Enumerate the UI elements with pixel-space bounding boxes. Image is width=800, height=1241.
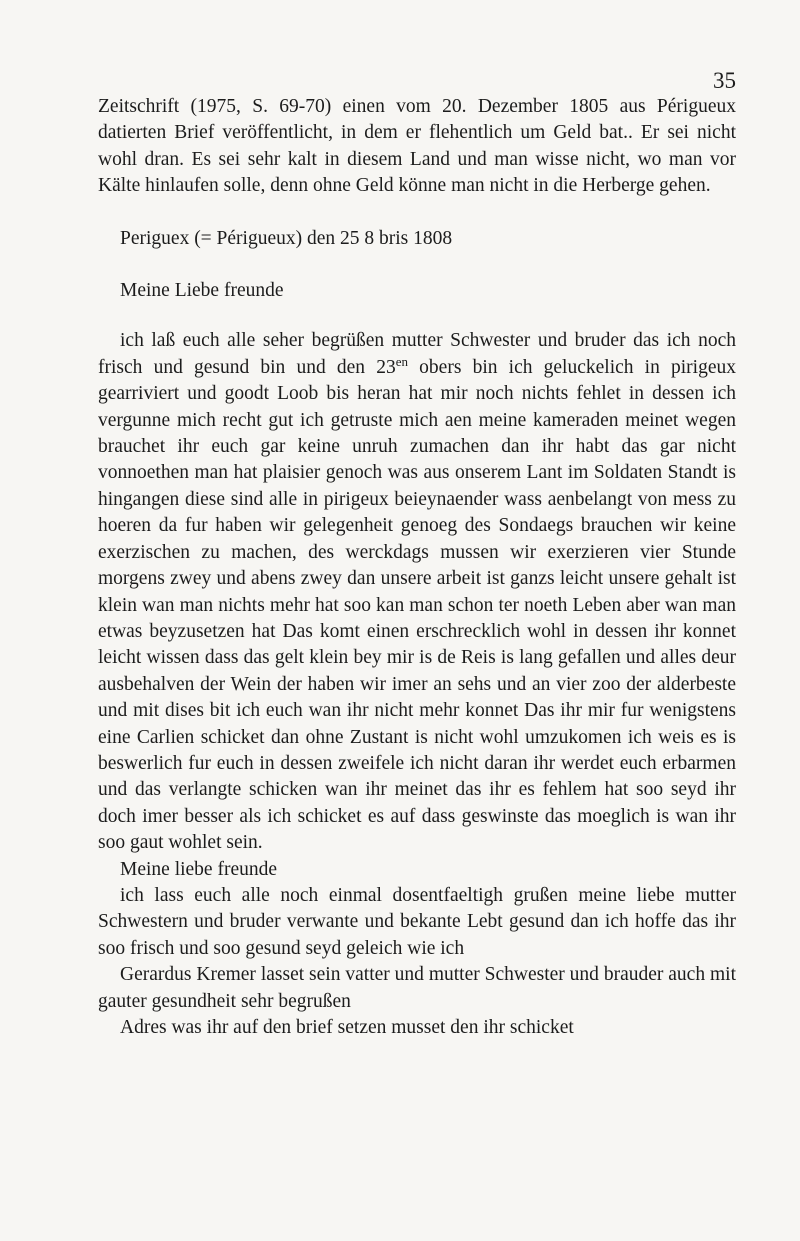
closing-salutation: Meine liebe freunde (120, 858, 278, 880)
page-number: 35 (713, 68, 736, 93)
letter-body-rest: obers bin ich geluckelich in pirigeux gearriviert und goodt Loob bis heran hat mir noch nichts fehlet in dessen ich vergunne mich recht gut ich getruste mich aen meine kameraden meinet wegen brauchet ihr euch gar keine unruh zumachen dan ihr habt das gar nicht vonnoethen man hat plaisier genoch was aus onserem Lant im Soldaten Standt is hingangen diese sind alle in pirigeux beieynaender wass aenbelangt von mess zu hoeren da fur haben wir gelegenheit genoeg des Sondaegs brauchen wir keine exerzischen zu machen, des werckdags mussen wir exerzieren vier Stunde morgens zwey und abens zwey dan unsere arbeit ist ganzs leicht unsere gehalt ist klein wan man nichts mehr hat soo kan man schon ter noeth Leben aber wan man etwas beyzusetzen hat Das komt einen erschrecklich wohl in dessen ihr konnet leicht wissen dass das gelt klein bey mir is de Reis is lang gefallen und alles deur ausbehalven der Wein der haben wir imer an sehs und an vier zoo der alderbeste und mit dises bit ich euch wan ihr nicht mehr konnet Das ihr mir fur wenigstens eine Carlien schicket dan ohne Zustant is nicht wohl umzukomen ich weis es is beswerlich fur euch in dessen zweifele ich nicht daran ihr werdet euch erbarmen und das verlangte schicken wan ihr meinet das ihr es fehlem hat soo seyd ihr doch imer besser als ich schicket es auf dass geswinste das moeglich is wan ihr soo gaut wohlet sein. (98, 356, 736, 854)
letter-header: Periguex (= Périgueux) den 25 8 bris 1808 (120, 227, 453, 249)
superscript-suffix: en (395, 353, 408, 369)
address-note: Adres was ihr auf den brief setzen musset den ihr schicket (120, 1017, 574, 1038)
letter-body-start: ich laß euch alle seher begrüßen mutter Schwester und bruder das ich noch frisch und gesund bin und den 23 (98, 330, 736, 378)
greeting-paragraph: Gerardus Kremer lasset sein vatter und mutter Schwester und brauder auch mit gauter gesundheit sehr begrußen (98, 964, 736, 1012)
intro-paragraph: Zeitschrift (1975, S. 69-70) einen vom 20. Dezember 1805 aus Périgueux datierten Brief veröffentlicht, in dem er flehentlich um Geld bat.. Er sei nicht wohl dran. Es sei sehr kalt in diesem Land und man wisse nicht, wo man vor Kälte hinlaufen solle, denn ohne Geld könne man nicht in die Herberge gehen. (98, 96, 736, 197)
letter-closing: ich lass euch alle noch einmal dosentfaeltigh grußen meine liebe mutter Schwestern und bruder verwante und bekante Lebt gesund dan ich hoffe das ihr soo frisch und soo gesund seyd geleich wie ich (98, 884, 736, 959)
letter-body (98, 328, 736, 856)
letter-salutation: Meine Liebe freunde (120, 280, 284, 302)
page-text (98, 94, 736, 1041)
